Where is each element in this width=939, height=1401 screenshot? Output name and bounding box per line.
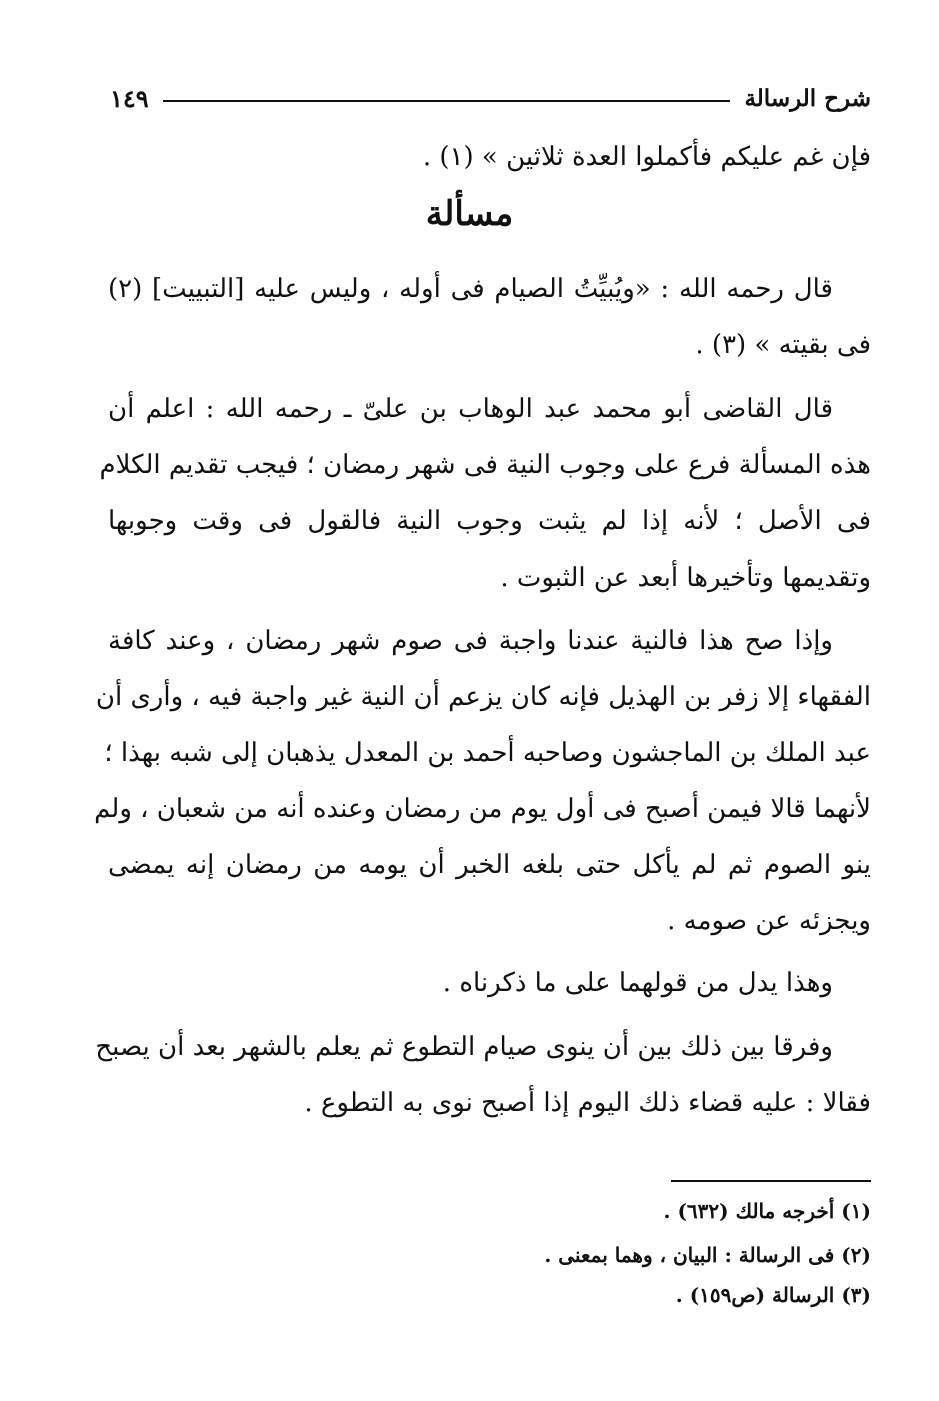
footnote-1: (١) أخرجه مالك (٦٣٢) . — [663, 1199, 871, 1223]
text-line: وإذا صح هذا فالنية عندنا واجبة فى صوم شهر رمضان ، وعند كافة — [108, 626, 833, 656]
footnote-2: (٢) فى الرسالة : البيان ، وهما بمعنى . — [544, 1243, 871, 1267]
text-line: وفرقا بين ذلك بين أن ينوى صيام التطوع ثم يعلم بالشهر بعد أن يصبح — [95, 1032, 833, 1062]
text-line: لأنهما قالا فيمن أصبح فى أول يوم من رمضان وعنده أنه من شعبان ، ولم — [94, 794, 871, 824]
text-line: ويجزئه عن صومه . — [667, 906, 871, 936]
text-line: قال رحمه الله : «ويُبيِّتُ الصيام فى أوله ، وليس عليه [التبييت] (٢) — [108, 274, 833, 304]
text-line: فإن غم عليكم فأكملوا العدة ثلاثين » (١) . — [422, 142, 871, 172]
text-line: هذه المسألة فرع على وجوب النية فى شهر رمضان ؛ فيجب تقديم الكلام — [99, 450, 871, 480]
header-rule — [163, 100, 731, 102]
text-line: وهذا يدل من قولهما على ما ذكرناه . — [442, 968, 833, 998]
text-line: فى الأصل ؛ لأنه إذا لم يثبت وجوب النية فالقول فى وقت وجوبها — [108, 506, 871, 536]
footnote-rule — [671, 1180, 871, 1182]
footnote-3: (٣) الرسالة (ص١٥٩) . — [675, 1283, 871, 1307]
text-line: قال القاضى أبو محمد عبد الوهاب بن علىّ ـ رحمه الله : اعلم أن — [108, 394, 833, 424]
page-number: ١٤٩ — [110, 83, 149, 113]
running-title: شرح الرسالة — [744, 84, 871, 112]
text-line: الفقهاء إلا زفر بن الهذيل فإنه كان يزعم أن النية غير واجبة فيه ، وأرى أن — [95, 682, 871, 712]
page-header — [110, 78, 871, 118]
section-heading: مسألة — [425, 194, 514, 234]
text-line: فقالا : عليه قضاء ذلك اليوم إذا أصبح نوى به التطوع . — [304, 1088, 871, 1118]
text-line: فى بقيته » (٣) . — [695, 330, 871, 360]
text-line: وتقديمها وتأخيرها أبعد عن الثبوت . — [500, 563, 871, 593]
text-line: ينو الصوم ثم لم يأكل حتى بلغه الخبر أن يومه من رمضان إنه يمضى — [108, 850, 872, 880]
text-line: عبد الملك بن الماجشون وصاحبه أحمد بن المعدل يذهبان إلى شبه بهذا ؛ — [104, 738, 871, 768]
